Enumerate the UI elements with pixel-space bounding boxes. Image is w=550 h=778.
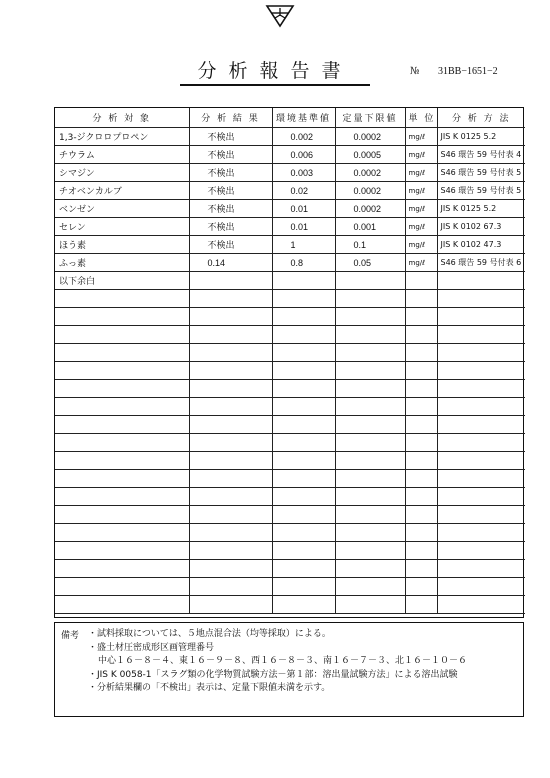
empty-cell	[405, 488, 437, 506]
blank-row	[55, 380, 525, 398]
cell-standard: 0.002	[272, 128, 335, 146]
note-line: ・盛土材圧密成形区画管理番号	[88, 642, 215, 653]
cell-method: JIS K 0102 47.3	[437, 236, 525, 254]
empty-cell	[335, 470, 405, 488]
empty-cell	[272, 578, 335, 596]
empty-cell	[405, 542, 437, 560]
empty-cell	[437, 326, 525, 344]
cell-method: S46 環告 59 号付表 5	[437, 182, 525, 200]
cell-method: S46 環告 59 号付表 5	[437, 164, 525, 182]
empty-cell	[405, 452, 437, 470]
empty-cell	[272, 596, 335, 614]
cell-limit: 0.1	[335, 236, 405, 254]
cell-unit: mg/ℓ	[405, 164, 437, 182]
empty-cell	[335, 380, 405, 398]
cell-target: セレン	[55, 218, 189, 236]
empty-cell	[55, 416, 189, 434]
empty-cell	[55, 344, 189, 362]
cell-target: チウラム	[55, 146, 189, 164]
empty-cell	[405, 578, 437, 596]
empty-cell	[55, 362, 189, 380]
note-line: ・JIS K 0058-1「スラグ類の化学物質試験方法－第１部：溶出量試験方法」による溶出試験	[88, 669, 458, 680]
table-row	[55, 218, 525, 236]
cell-result: 0.14	[189, 254, 272, 272]
empty-cell	[272, 470, 335, 488]
empty-cell	[335, 416, 405, 434]
empty-cell	[189, 362, 272, 380]
empty-cell	[55, 560, 189, 578]
empty-cell	[272, 326, 335, 344]
empty-cell	[272, 560, 335, 578]
empty-cell	[272, 542, 335, 560]
empty-cell	[437, 290, 525, 308]
cell-result: 不検出	[189, 218, 272, 236]
empty-cell	[55, 506, 189, 524]
cell-standard: 1	[272, 236, 335, 254]
page-title: 分析報告書	[180, 58, 370, 86]
empty-cell	[335, 542, 405, 560]
empty-cell	[405, 362, 437, 380]
cell-limit: 0.0005	[335, 146, 405, 164]
empty-cell	[437, 398, 525, 416]
empty-cell	[189, 524, 272, 542]
cell-limit: 0.001	[335, 218, 405, 236]
empty-cell	[405, 380, 437, 398]
cell-standard: 0.01	[272, 200, 335, 218]
cell-standard: 0.8	[272, 254, 335, 272]
analysis-table	[54, 107, 524, 618]
empty-cell	[335, 290, 405, 308]
table-row	[55, 146, 525, 164]
col-header-target: 分 析 対 象	[55, 108, 189, 128]
cell-target: シマジン	[55, 164, 189, 182]
col-header-method: 分 析 方 法	[437, 108, 525, 128]
empty-cell	[437, 524, 525, 542]
empty-cell	[272, 524, 335, 542]
cell-target: 1,3-ジクロロプロペン	[55, 128, 189, 146]
table-header-row	[55, 108, 525, 128]
cell-unit: mg/ℓ	[405, 146, 437, 164]
cell-unit: mg/ℓ	[405, 236, 437, 254]
empty-cell	[335, 596, 405, 614]
cell-limit: 0.0002	[335, 182, 405, 200]
empty-cell	[437, 344, 525, 362]
cell-method: S46 環告 59 号付表 4	[437, 146, 525, 164]
empty-cell	[405, 470, 437, 488]
empty-cell	[437, 380, 525, 398]
blank-row	[55, 470, 525, 488]
blank-row	[55, 434, 525, 452]
empty-cell	[272, 272, 335, 290]
empty-cell	[55, 380, 189, 398]
empty-cell	[335, 362, 405, 380]
empty-cell	[405, 506, 437, 524]
cell-result: 不検出	[189, 236, 272, 254]
table-row-end-marker	[55, 272, 525, 290]
blank-row	[55, 488, 525, 506]
empty-cell	[272, 362, 335, 380]
empty-cell	[335, 272, 405, 290]
empty-cell	[437, 308, 525, 326]
empty-cell	[272, 290, 335, 308]
cell-unit: mg/ℓ	[405, 182, 437, 200]
empty-cell	[437, 416, 525, 434]
empty-cell	[335, 578, 405, 596]
empty-cell	[437, 578, 525, 596]
cell-limit: 0.0002	[335, 128, 405, 146]
blank-row	[55, 290, 525, 308]
empty-cell	[55, 542, 189, 560]
cell-method: JIS K 0125 5.2	[437, 128, 525, 146]
cell-unit: mg/ℓ	[405, 254, 437, 272]
empty-cell	[189, 434, 272, 452]
table-row	[55, 182, 525, 200]
cell-target: ベンゼン	[55, 200, 189, 218]
doc-number-label: №	[410, 66, 420, 77]
empty-cell	[437, 560, 525, 578]
empty-cell	[55, 596, 189, 614]
empty-cell	[405, 560, 437, 578]
cell-method: JIS K 0125 5.2	[437, 200, 525, 218]
empty-cell	[335, 488, 405, 506]
blank-row	[55, 326, 525, 344]
empty-cell	[335, 344, 405, 362]
empty-cell	[272, 434, 335, 452]
blank-row	[55, 506, 525, 524]
empty-cell	[55, 434, 189, 452]
blank-row	[55, 416, 525, 434]
empty-cell	[189, 344, 272, 362]
table-row	[55, 164, 525, 182]
empty-cell	[272, 416, 335, 434]
blank-row	[55, 344, 525, 362]
empty-cell	[189, 578, 272, 596]
empty-cell	[272, 398, 335, 416]
cell-unit: mg/ℓ	[405, 128, 437, 146]
empty-cell	[437, 542, 525, 560]
table-row	[55, 254, 525, 272]
col-header-limit: 定量下限値	[335, 108, 405, 128]
empty-cell	[55, 470, 189, 488]
cell-standard: 0.01	[272, 218, 335, 236]
empty-cell	[437, 452, 525, 470]
empty-cell	[189, 560, 272, 578]
empty-cell	[272, 380, 335, 398]
empty-cell	[189, 326, 272, 344]
empty-cell	[405, 416, 437, 434]
blank-row	[55, 596, 525, 614]
cell-limit: 0.0002	[335, 200, 405, 218]
empty-cell	[405, 596, 437, 614]
empty-cell	[55, 398, 189, 416]
col-header-unit: 単 位	[405, 108, 437, 128]
empty-cell	[189, 452, 272, 470]
empty-cell	[272, 452, 335, 470]
cell-result: 不検出	[189, 182, 272, 200]
blank-row	[55, 398, 525, 416]
empty-cell	[189, 488, 272, 506]
table-row	[55, 128, 525, 146]
empty-cell	[335, 398, 405, 416]
empty-cell	[437, 272, 525, 290]
empty-cell	[189, 416, 272, 434]
empty-cell	[55, 524, 189, 542]
empty-cell	[55, 290, 189, 308]
notes-list	[88, 628, 467, 696]
cell-method: JIS K 0102 67.3	[437, 218, 525, 236]
empty-cell	[405, 326, 437, 344]
note-line: ・試料採取については、５地点混合法（均等採取）による。	[88, 629, 331, 639]
empty-cell	[189, 542, 272, 560]
cell-standard: 0.006	[272, 146, 335, 164]
empty-cell	[189, 380, 272, 398]
cell-standard: 0.003	[272, 164, 335, 182]
cell-result: 不検出	[189, 146, 272, 164]
blank-row	[55, 452, 525, 470]
empty-cell	[405, 434, 437, 452]
cell-result: 不検出	[189, 164, 272, 182]
empty-cell	[189, 308, 272, 326]
blank-row	[55, 560, 525, 578]
empty-cell	[189, 470, 272, 488]
empty-cell	[405, 398, 437, 416]
empty-cell	[189, 506, 272, 524]
empty-cell	[55, 308, 189, 326]
cell-target: ほう素	[55, 236, 189, 254]
empty-cell	[405, 524, 437, 542]
table-row	[55, 200, 525, 218]
empty-cell	[437, 434, 525, 452]
cell-target: チオベンカルブ	[55, 182, 189, 200]
blank-row	[55, 578, 525, 596]
cell-unit: mg/ℓ	[405, 200, 437, 218]
empty-cell	[189, 290, 272, 308]
empty-cell	[437, 596, 525, 614]
empty-cell	[272, 344, 335, 362]
cell-target: ふっ素	[55, 254, 189, 272]
end-marker: 以下余白	[55, 272, 189, 290]
notes-box	[54, 622, 524, 717]
empty-cell	[437, 470, 525, 488]
note-line: 中心１６－８－４、東１６－９－８、西１６－８－３、南１６－７－３、北１６－１０－６	[98, 656, 468, 666]
doc-number: 31BB−1651−2	[438, 66, 498, 77]
empty-cell	[437, 488, 525, 506]
empty-cell	[405, 344, 437, 362]
blank-row	[55, 362, 525, 380]
cell-method: S46 環告 59 号付表 6	[437, 254, 525, 272]
empty-cell	[405, 290, 437, 308]
empty-cell	[189, 398, 272, 416]
cell-standard: 0.02	[272, 182, 335, 200]
empty-cell	[272, 506, 335, 524]
notes-heading: 備考	[61, 631, 80, 641]
empty-cell	[437, 362, 525, 380]
cell-result: 不検出	[189, 200, 272, 218]
blank-row	[55, 542, 525, 560]
blank-row	[55, 524, 525, 542]
cell-result: 不検出	[189, 128, 272, 146]
blank-row	[55, 308, 525, 326]
empty-cell	[335, 326, 405, 344]
empty-cell	[335, 560, 405, 578]
cell-unit: mg/ℓ	[405, 218, 437, 236]
empty-cell	[55, 578, 189, 596]
cell-limit: 0.0002	[335, 164, 405, 182]
company-logo-icon	[265, 4, 295, 28]
empty-cell	[55, 488, 189, 506]
empty-cell	[335, 308, 405, 326]
empty-cell	[405, 272, 437, 290]
empty-cell	[335, 434, 405, 452]
empty-cell	[405, 308, 437, 326]
table-row	[55, 236, 525, 254]
empty-cell	[437, 506, 525, 524]
col-header-result: 分 析 結 果	[189, 108, 272, 128]
empty-cell	[335, 524, 405, 542]
empty-cell	[272, 308, 335, 326]
empty-cell	[335, 506, 405, 524]
empty-cell	[55, 452, 189, 470]
empty-cell	[189, 596, 272, 614]
empty-cell	[335, 452, 405, 470]
col-header-standard: 環境基準値	[272, 108, 335, 128]
empty-cell	[272, 488, 335, 506]
empty-cell	[189, 272, 272, 290]
empty-cell	[55, 326, 189, 344]
note-line: ・分析結果欄の「不検出」表示は、定量下限値未満を示す。	[88, 683, 331, 693]
cell-limit: 0.05	[335, 254, 405, 272]
